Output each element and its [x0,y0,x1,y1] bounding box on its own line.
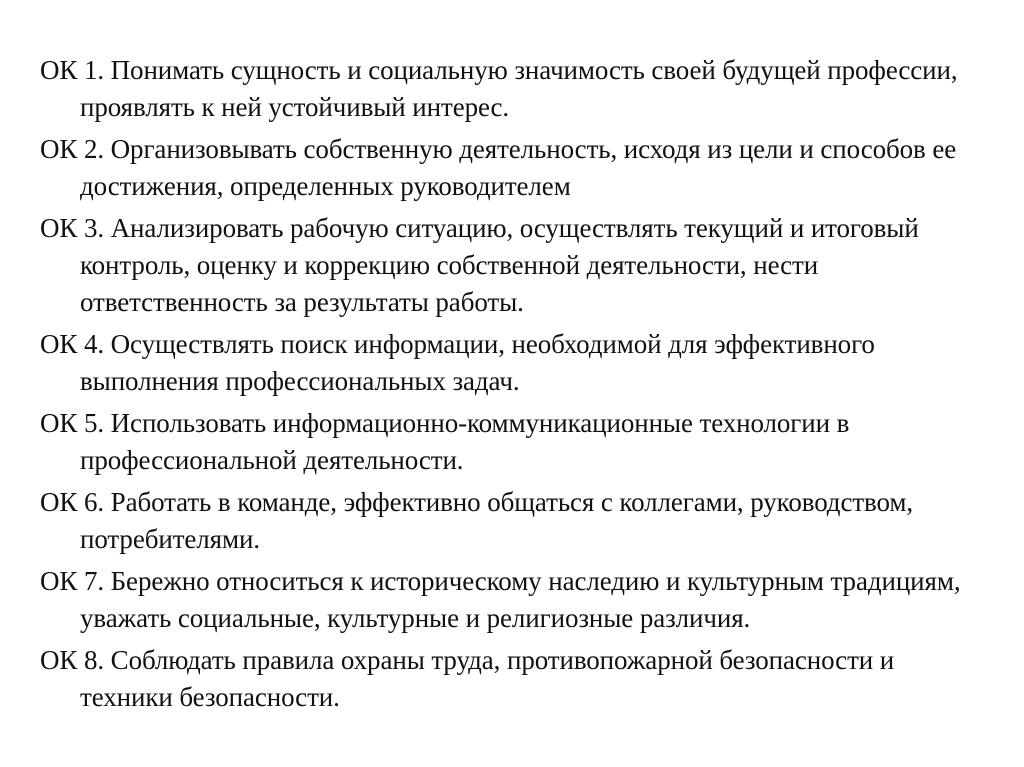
competency-item-5: ОК 5. Использовать информационно-коммуникационные технологии в профессиональной деятельности. [40,408,850,475]
competency-item-6: ОК 6. Работать в команде, эффективно общаться с коллегами, руководством, потребителями. [40,487,914,554]
competency-item-3: ОК 3. Анализировать рабочую ситуацию, осуществлять текущий и итоговый контроль, оценку и коррекцию собственной деятельности, нести ответственность за результаты работы. [40,213,919,317]
competency-item-7: ОК 7. Бережно относиться к историческому наследию и культурным традициям, уважать социальные, культурные и религиозные различия. [40,566,961,633]
competency-item-4: ОК 4. Осуществлять поиск информации, необходимой для эффективного выполнения профессиональных задач. [40,329,875,396]
competency-list [40,52,980,721]
competency-item-2: ОК 2. Организовывать собственную деятельность, исходя из цели и способов ее достижения, определенных руководителем [40,134,957,201]
competency-item-1: ОК 1. Понимать сущность и социальную значимость своей будущей профессии, проявлять к ней устойчивый интерес. [40,55,958,122]
competency-item-8: ОК 8. Соблюдать правила охраны труда, противопожарной безопасности и техники безопасности. [40,645,895,712]
